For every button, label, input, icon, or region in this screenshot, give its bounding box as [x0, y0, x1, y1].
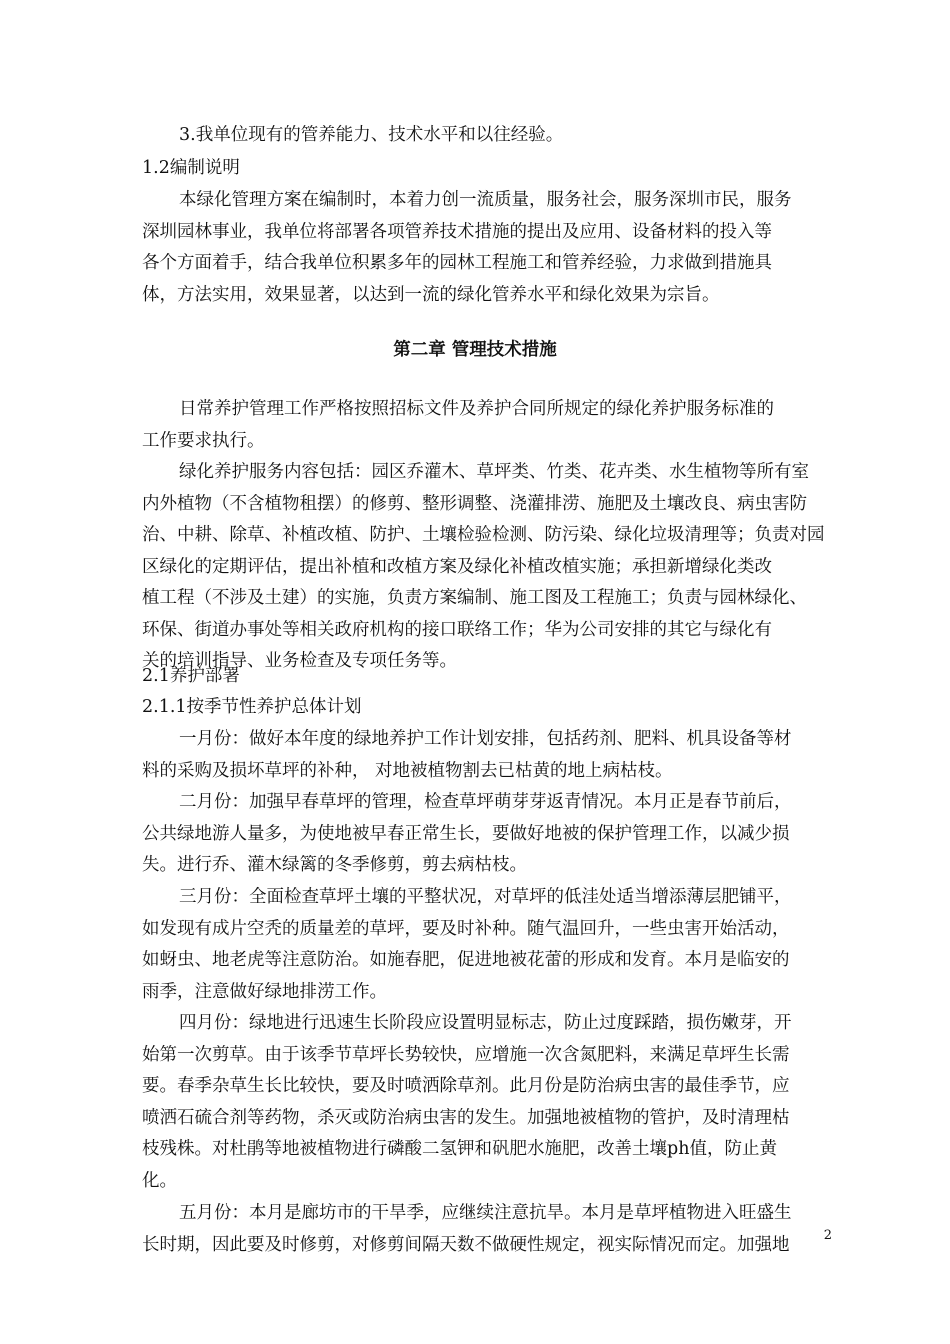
paragraph-line: 要。春季杂草生长比较快，要及时喷洒除草剂。此月份是防治病虫害的最佳季节，应 — [142, 1076, 790, 1096]
section-heading: 2.1.1按季节性养护总体计划 — [142, 697, 362, 717]
paragraph-line: 内外植物（不含植物租摆）的修剪、整形调整、浇灌排涝、施肥及土壤改良、病虫害防 — [142, 493, 807, 514]
paragraph-line: 公共绿地游人量多，为使地被早春正常生长，要做好地被的保护管理工作，以减少损 — [142, 823, 790, 844]
paragraph-line: 日常养护管理工作严格按照招标文件及养护合同所规定的绿化养护服务标准的 — [179, 399, 774, 419]
paragraph-line: 绿化养护服务内容包括：园区乔灌木、草坪类、竹类、花卉类、水生植物等所有室 — [179, 462, 809, 482]
month-paragraph-mar — [142, 882, 832, 1008]
paragraph-line: 长时期，因此要及时修剪，对修剪间隔天数不做硬性规定，视实际情况而定。加强地 — [142, 1234, 790, 1255]
month-paragraph-may — [142, 1198, 832, 1261]
paragraph-line: 区绿化的定期评估，提出补植和改植方案及绿化补植改植实施；承担新增绿化类改 — [142, 556, 772, 577]
paragraph-line: 深圳园林事业，我单位将部署各项管养技术措施的提出及应用、设备材料的投入等 — [142, 221, 772, 242]
page-number: 2 — [823, 1228, 832, 1243]
month-paragraph-apr — [142, 1008, 832, 1197]
paragraph-line: 雨季，注意做好绿地排涝工作。 — [142, 981, 387, 1002]
paragraph-line: 四月份：绿地进行迅速生长阶段应设置明显标志，防止过度踩踏，损伤嫩芽，开 — [179, 1013, 792, 1033]
chapter-intro-paragraph — [142, 394, 832, 457]
month-paragraph-jan — [142, 724, 832, 787]
month-paragraph-feb — [142, 787, 832, 882]
paragraph-line: 3.我单位现有的管养能力、技术水平和以往经验。 — [179, 125, 564, 145]
intro-list-item — [142, 120, 832, 152]
paragraph-line: 枝残株。对杜鹃等地被植物进行磷酸二氢钾和矾肥水施肥，改善土壤ph值，防止黄 — [142, 1139, 777, 1159]
section-heading: 1.2编制说明 — [142, 158, 240, 178]
paragraph-line: 本绿化管理方案在编制时，本着力创一流质量，服务社会，服务深圳市民，服务 — [179, 190, 792, 210]
paragraph-line: 喷洒石硫合剂等药物，杀灭或防治病虫害的发生。加强地被植物的管护，及时清理枯 — [142, 1107, 790, 1128]
paragraph-line: 始第一次剪草。由于该季节草坪长势较快，应增施一次含氮肥料，来满足草坪生长需 — [142, 1044, 790, 1065]
paragraph-line: 如发现有成片空秃的质量差的草坪，要及时补种。随气温回升，一些虫害开始活动， — [142, 918, 790, 939]
paragraph-line: 二月份：加强早春草坪的管理，检查草坪萌芽芽返青情况。本月正是春节前后， — [179, 792, 792, 812]
section-heading: 2.1养护部署 — [142, 666, 240, 686]
paragraph-line: 化。 — [142, 1170, 177, 1191]
paragraph-line: 一月份：做好本年度的绿地养护工作计划安排，包括药剂、肥料、机具设备等材 — [179, 729, 792, 749]
paragraph-line: 各个方面着手，结合我单位积累多年的园林工程施工和管养经验，力求做到措施具 — [142, 253, 772, 273]
paragraph-line: 关的培训指导、业务检查及专项任务等。 — [142, 651, 457, 671]
paragraph-line: 五月份：本月是廊坊市的干旱季，应继续注意抗旱。本月是草坪植物进入旺盛生 — [179, 1203, 792, 1223]
paragraph-line: 如蚜虫、地老虎等注意防治。如施春肥，促进地被花蕾的形成和发育。本月是临安的 — [142, 950, 790, 970]
paragraph-line: 植工程（不涉及土建）的实施，负责方案编制、施工图及工程施工；负责与园林绿化、 — [142, 588, 807, 608]
paragraph-line: 工作要求执行。 — [142, 430, 265, 451]
paragraph-line: 料的采购及损坏草坪的补种， 对地被植物割去已枯黄的地上病枯枝。 — [142, 760, 673, 781]
paragraph-line: 环保、街道办事处等相关政府机构的接口联络工作；华为公司安排的其它与绿化有 — [142, 619, 772, 640]
paragraph-line: 体，方法实用，效果显著，以达到一流的绿化管养水平和绿化效果为宗旨。 — [142, 284, 720, 305]
section-1-2-heading — [142, 153, 832, 185]
section-2-1-1-heading — [142, 692, 832, 724]
section-2-1-heading — [142, 661, 832, 693]
chapter-title: 第二章 管理技术措施 — [393, 340, 557, 360]
paragraph-line: 三月份：全面检查草坪土壤的平整状况，对草坪的低洼处适当增添薄层肥铺平， — [179, 887, 792, 907]
paragraph-line: 失。进行乔、灌木绿篱的冬季修剪，剪去病枯枝。 — [142, 855, 527, 875]
scope-paragraph — [142, 457, 832, 678]
paragraph-line: 治、中耕、除草、补植改植、防护、土壤检验检测、防污染、绿化垃圾清理等；负责对园 — [142, 525, 825, 545]
section-1-2-paragraph — [142, 185, 832, 311]
